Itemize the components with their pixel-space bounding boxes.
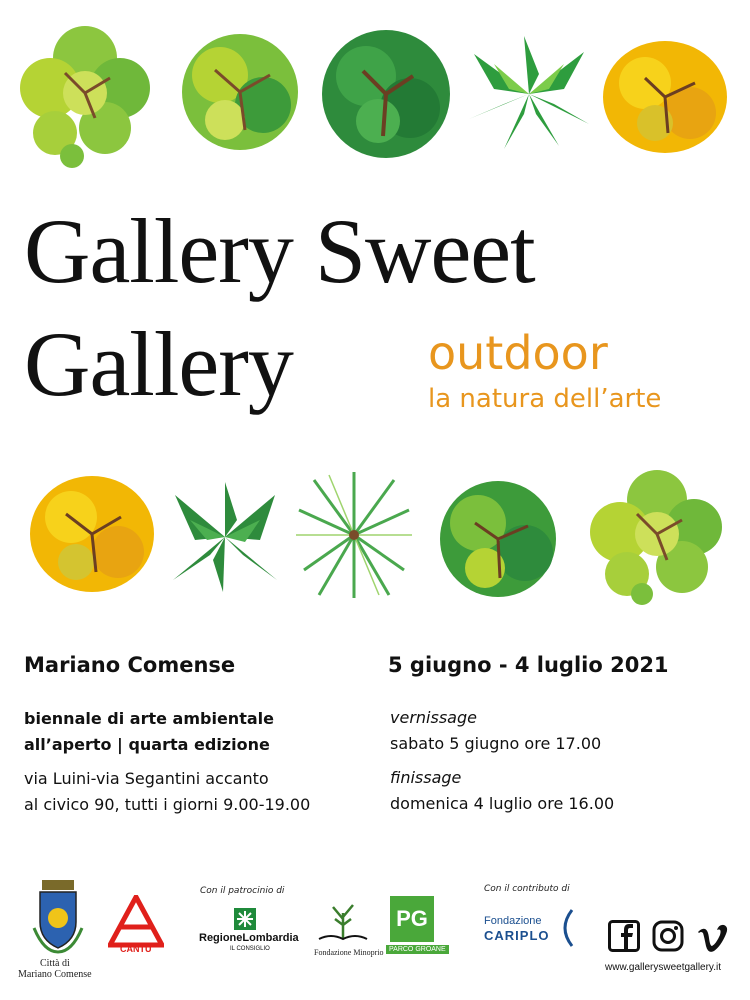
cantu-logo — [108, 895, 164, 949]
instagram-icon[interactable] — [652, 920, 684, 952]
tree-top-1 — [10, 18, 160, 168]
title-line-2: Gallery — [24, 313, 293, 415]
tree-top-4 — [464, 34, 594, 152]
subtitle-outdoor: outdoor — [428, 326, 608, 380]
facebook-icon[interactable] — [608, 920, 640, 952]
minoprio-logo — [315, 895, 371, 945]
tree-bottom-1 — [26, 472, 158, 597]
cariplo-mark-icon — [556, 908, 576, 948]
patronage-label: Con il patrocinio di — [200, 886, 285, 896]
vimeo-icon[interactable] — [696, 922, 728, 954]
city-logo-line-2: Mariano Comense — [18, 969, 92, 980]
event-description-line-2: all’aperto | quarta edizione — [24, 735, 270, 754]
cariplo-line-1: Fondazione — [484, 915, 542, 927]
vernissage-time: sabato 5 giugno ore 17.00 — [390, 734, 602, 753]
event-city: Mariano Comense — [24, 653, 236, 677]
title-line-1: Gallery Sweet — [24, 200, 535, 302]
parco-groane-logo — [390, 896, 434, 942]
event-address-line-1: via Luini-via Segantini accanto — [24, 769, 269, 788]
parco-mark: PG — [396, 906, 428, 931]
finissage-time: domenica 4 luglio ore 16.00 — [390, 794, 615, 813]
tree-top-5 — [600, 38, 730, 156]
event-address-line-2: al civico 90, tutti i giorni 9.00-19.00 — [24, 795, 311, 814]
city-logo-line-1: Città di — [40, 958, 70, 969]
vernissage-label: vernissage — [390, 708, 477, 727]
event-description-line-1: biennale di arte ambientale — [24, 709, 274, 728]
tree-bottom-4 — [430, 478, 565, 600]
tree-top-2 — [175, 30, 305, 155]
event-dates: 5 giugno - 4 luglio 2021 — [388, 653, 669, 677]
regione-lombardia-logo — [234, 908, 256, 930]
cariplo-line-2: CARIPLO — [484, 928, 550, 943]
tree-top-3 — [318, 26, 454, 161]
regione-name: RegioneLombardia — [199, 932, 299, 944]
city-crest-logo — [28, 878, 88, 956]
tree-bottom-3 — [294, 470, 414, 600]
contribution-label: Con il contributo di — [484, 884, 570, 894]
minoprio-label: Fondazione Minoprio — [314, 948, 384, 957]
regione-sub: IL CONSIGLIO — [230, 946, 270, 952]
tree-bottom-5 — [582, 462, 727, 607]
website-link[interactable]: www.gallerysweetgallery.it — [605, 962, 721, 973]
cantu-label: CANTÙ — [120, 944, 152, 954]
finissage-label: finissage — [390, 768, 462, 787]
subtitle-tagline: la natura dell’arte — [428, 384, 662, 414]
tree-bottom-2 — [165, 480, 285, 595]
parco-label: PARCO GROANE — [386, 945, 449, 954]
